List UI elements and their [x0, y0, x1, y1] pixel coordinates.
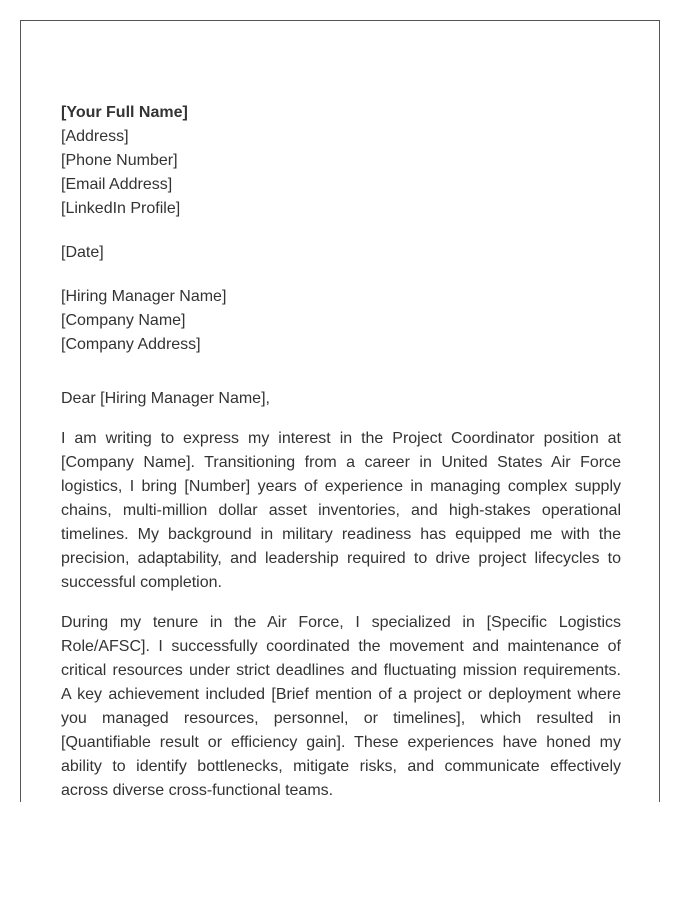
body-paragraph-1: I am writing to express my interest in the Project Coordinator position at [Company Name]. Transitioning from a career in United States Air Force logistics, I bring [Number] years of experience in managing complex supply chains, multi-million dollar asset inventories, and high-stakes operational timelines. My background in military readiness has equipped me with the precision, adaptability, and leadership required to drive project lifecycles to successful completion. [61, 430, 621, 591]
body-paragraph-2: During my tenure in the Air Force, I specialized in [Specific Logistics Role/AFSC]. I successfully coordinated the movement and maintenance of critical resources under strict deadlines and fluctuating mission requirements. A key achievement included [Brief mention of a project or deployment where you managed resources, personnel, or timelines], which resulted in [Quantifiable result or efficiency gain]. These experiences have honed my ability to identify bottlenecks, mitigate risks, and communicate effectively across diverse cross-functional teams. [61, 614, 621, 799]
sender-linkedin: [LinkedIn Profile] [61, 200, 181, 217]
sender-phone: [Phone Number] [61, 152, 178, 169]
recipient-block [61, 285, 621, 357]
recipient-address: [Company Address] [61, 336, 201, 353]
spacer [61, 265, 621, 285]
letter-greeting: Dear [Hiring Manager Name], [61, 390, 270, 407]
spacer [61, 357, 621, 387]
letter-page [20, 20, 660, 802]
recipient-company: [Company Name] [61, 312, 186, 329]
sender-name: [Your Full Name] [61, 104, 188, 121]
sender-block [61, 101, 621, 221]
letter-content [61, 101, 621, 819]
recipient-name: [Hiring Manager Name] [61, 288, 227, 305]
letter-date: [Date] [61, 244, 104, 261]
sender-address: [Address] [61, 128, 129, 145]
sender-email: [Email Address] [61, 176, 173, 193]
spacer [61, 221, 621, 241]
